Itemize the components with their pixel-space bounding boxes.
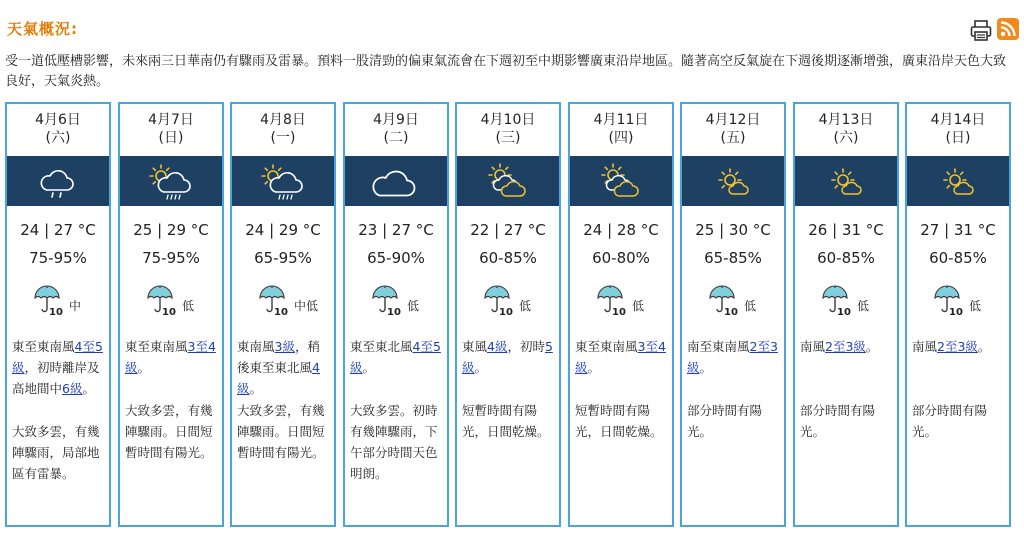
date-label: 4月10日 [480,112,536,128]
temperature-range: 24 | 28 °C [583,221,659,239]
wind-text: 。 [587,360,601,375]
humidity-range: 65-85% [704,249,762,267]
rain-probability [795,284,897,318]
wind-description [575,336,667,378]
temperature-range: 23 | 27 °C [358,221,434,239]
date-label: 4月8日 [260,112,306,128]
umbrella-icon [821,284,855,322]
date-label: 4月7日 [148,112,194,128]
wind-text: 東至東北風 [350,339,413,354]
rain-probability-label: 低 [857,299,870,313]
wind-text: 。 [474,360,488,375]
rain-probability [907,284,1009,318]
svg-text:10: 10 [162,307,176,318]
svg-text:10: 10 [612,307,626,318]
weekday-label: (五) [720,130,746,146]
wind-scale-link[interactable]: 6級 [62,381,83,396]
day-date [7,111,109,147]
weekday-label: (日) [158,130,184,146]
weekday-label: (二) [383,130,409,146]
wind-description [687,336,779,378]
wind-text: 南風 [800,339,826,354]
weather-icon-band [232,156,334,206]
rain-probability [570,284,672,318]
wind-text: 。 [137,360,151,375]
wind-text: ，稍後東至東北風 [237,339,320,375]
wind-text: 。 [865,339,879,354]
wind-text: 。 [362,360,376,375]
wind-text: 東至東南風 [125,339,188,354]
weather-description: 大致多雲，有幾陣驟雨，局部地區有雷暴。 [12,424,100,481]
umbrella-icon [33,284,67,322]
humidity-range: 75-95% [142,249,200,267]
rain-probability-label: 低 [407,299,420,313]
temperature-range: 27 | 31 °C [920,221,996,239]
day-card [905,102,1011,527]
humidity-range: 65-95% [254,249,312,267]
wind-scale-link[interactable]: 4至5級 [350,339,441,375]
temperature-range: 26 | 31 °C [808,221,884,239]
wind-scale-link[interactable]: 3至4級 [125,339,216,375]
temperature-range: 25 | 30 °C [695,221,771,239]
day-card [680,102,786,527]
wind-text: 南風 [912,339,938,354]
wind-scale-link[interactable]: 4級 [487,339,508,354]
day-card [455,102,561,527]
wind-scale-link[interactable]: 2至3級 [825,339,866,354]
day-date [345,111,447,147]
wind-scale-link[interactable]: 2至3級 [937,339,978,354]
weather-icon-band [7,156,109,206]
umbrella-icon [708,284,742,322]
wind-scale-link[interactable]: 5級 [462,339,553,375]
page-header [0,0,1024,48]
weekday-label: (六) [833,130,859,146]
day-date [120,111,222,147]
wind-description [237,336,329,399]
weather-description: 部分時間有陽光。 [912,403,988,439]
wind-description [912,336,1004,357]
weather-icon-band [457,156,559,206]
wind-text: 。 [699,360,713,375]
day-date [457,111,559,147]
humidity-range: 60-85% [929,249,987,267]
outlook-description: 受一道低壓槽影響，未來兩三日華南仍有驟雨及雷暴。預料一股清勁的偏東氣流會在下週初至中期影響廣東沿岸地區。隨著高空反氣旋在下週後期逐漸增強，廣東沿岸天色大致良好，天氣炎熱。 [5,54,1007,89]
weather-description: 部分時間有陽光。 [800,403,876,439]
wind-description [125,336,217,378]
wind-text: 東南風 [237,339,275,354]
rain-probability [232,284,334,318]
umbrella-icon [483,284,517,322]
rain-probability-label: 低 [744,299,757,313]
wind-text: 東風 [462,339,488,354]
weekday-label: (日) [945,130,971,146]
day-date [570,111,672,147]
weekday-label: (三) [495,130,521,146]
date-label: 4月13日 [818,112,874,128]
wind-text: 南至東南風 [687,339,750,354]
wind-text: 。 [82,381,95,396]
humidity-range: 65-90% [367,249,425,267]
day-date [682,111,784,147]
wind-text: 東至東南風 [575,339,638,354]
page-title: 天氣概況: [7,20,78,38]
temperature-range: 25 | 29 °C [133,221,209,239]
umbrella-icon [146,284,180,322]
temperature-range: 24 | 27 °C [20,221,96,239]
weather-icon-band [345,156,447,206]
rain-probability [682,284,784,318]
wind-text: 。 [977,339,991,354]
day-card [793,102,899,527]
rain-probability [7,284,109,318]
weather-icon-band [570,156,672,206]
rss-icon[interactable] [997,18,1019,40]
day-date [795,111,897,147]
svg-text:10: 10 [499,307,513,318]
wind-description [12,336,104,399]
weather-description: 大致多雲，有幾陣驟雨。日間短暫時間有陽光。 [125,403,213,460]
svg-text:10: 10 [837,307,851,318]
humidity-range: 60-80% [592,249,650,267]
svg-text:10: 10 [49,307,63,318]
rain-probability-label: 低 [969,299,982,313]
weather-description: 大致多雲。初時有幾陣驟雨，下午部分時間天色明朗。 [350,403,438,481]
wind-scale-link[interactable]: 4級 [237,360,320,396]
rain-probability [457,284,559,318]
rain-probability-label: 中 [69,299,82,313]
weather-icon-band [682,156,784,206]
svg-text:10: 10 [274,307,288,318]
humidity-range: 60-85% [817,249,875,267]
temperature-range: 22 | 27 °C [470,221,546,239]
weather-description: 短暫時間有陽光，日間乾燥。 [462,403,550,439]
day-card [568,102,674,527]
weather-description: 大致多雲，有幾陣驟雨。日間短暫時間有陽光。 [237,403,325,460]
wind-text: 東至東南風 [12,339,75,354]
weather-icon-band [795,156,897,206]
svg-text:10: 10 [387,307,401,318]
wind-scale-link[interactable]: 4至5級 [12,339,103,375]
date-label: 4月11日 [593,112,649,128]
temperature-range: 24 | 29 °C [245,221,321,239]
rain-probability-label: 低 [519,299,532,313]
print-icon[interactable] [970,19,992,43]
umbrella-icon [371,284,405,322]
rain-probability-label: 低 [632,299,645,313]
day-card [230,102,336,527]
wind-scale-link[interactable]: 2至3級 [687,339,778,375]
weather-icon-band [907,156,1009,206]
day-date [907,111,1009,147]
date-label: 4月12日 [705,112,761,128]
rain-probability [345,284,447,318]
wind-text: ，初時 [507,339,545,354]
humidity-range: 60-85% [479,249,537,267]
humidity-range: 75-95% [29,249,87,267]
svg-text:10: 10 [949,307,963,318]
wind-scale-link[interactable]: 3至4級 [575,339,666,375]
weather-icon-band [120,156,222,206]
umbrella-icon [258,284,292,322]
wind-text: ，初時離岸及高地間中 [12,360,100,396]
weather-description: 短暫時間有陽光，日間乾燥。 [575,403,663,439]
day-card [118,102,224,527]
umbrella-icon [596,284,630,322]
svg-text:10: 10 [724,307,738,318]
weekday-label: (一) [270,130,296,146]
weather-description: 部分時間有陽光。 [687,403,763,439]
wind-description [350,336,442,378]
rain-probability-label: 低 [182,299,195,313]
weekday-label: (六) [45,130,71,146]
day-card [5,102,111,527]
date-label: 4月14日 [930,112,986,128]
wind-description [800,336,892,357]
wind-scale-link[interactable]: 3級 [274,339,295,354]
day-card [343,102,449,527]
wind-description [462,336,554,378]
day-date [232,111,334,147]
weekday-label: (四) [608,130,634,146]
date-label: 4月6日 [35,112,81,128]
umbrella-icon [933,284,967,322]
date-label: 4月9日 [373,112,419,128]
rain-probability [120,284,222,318]
wind-text: 。 [249,381,263,396]
forecast-grid [5,102,1020,532]
rain-probability-label: 中低 [294,299,319,313]
